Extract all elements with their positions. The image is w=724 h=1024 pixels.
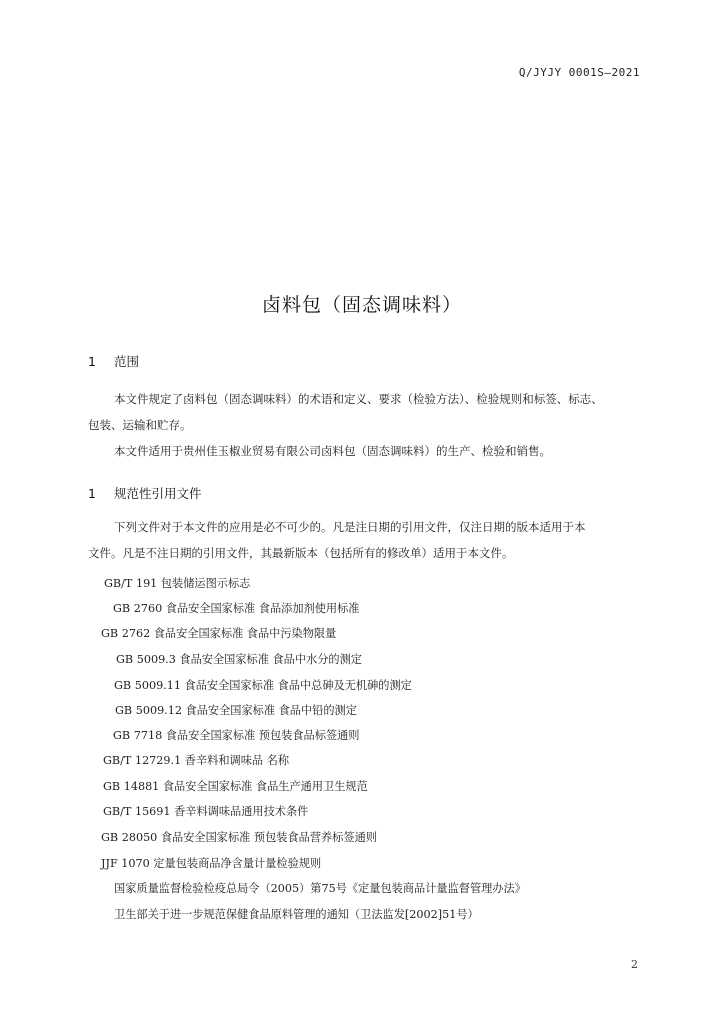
- reference-item: GB 28050 食品安全国家标准 预包装食品营养标签通则: [101, 831, 377, 844]
- section-number: 1: [88, 354, 96, 369]
- section-number: 1: [88, 486, 96, 501]
- page-number: 2: [631, 958, 638, 971]
- scope-paragraph-1: [88, 386, 648, 438]
- scope-paragraph-2: [88, 438, 648, 464]
- reference-item: GB/T 12729.1 香辛料和调味品 名称: [103, 754, 290, 767]
- section-heading-scope: [88, 352, 139, 370]
- reference-item: GB/T 191 包装储运图示标志: [104, 577, 251, 590]
- reference-item: GB 2762 食品安全国家标准 食品中污染物限量: [101, 627, 337, 640]
- reference-item: GB 2760 食品安全国家标准 食品添加剂使用标准: [113, 602, 360, 615]
- section-heading-references: [88, 484, 202, 502]
- section-title: 规范性引用文件: [114, 486, 202, 501]
- reference-item: GB 5009.3 食品安全国家标准 食品中水分的测定: [116, 653, 362, 666]
- reference-item: GB 14881 食品安全国家标准 食品生产通用卫生规范: [103, 780, 368, 793]
- reference-item: 国家质量监督检验检疫总局令（2005）第75号《定量包装商品计量监督管理办法》: [114, 882, 526, 895]
- references-intro: [88, 514, 648, 566]
- scope-paragraph-1-line-1: 本文件规定了卤料包（固态调味料）的术语和定义、要求（检验方法）、检验规则和标签、标志、: [114, 392, 603, 406]
- reference-item: 卫生部关于进一步规范保健食品原料管理的通知（卫法监发[2002]51号）: [114, 908, 479, 921]
- standard-code: Q/JYJY 0001S—2021: [518, 66, 640, 79]
- document-title: 卤料包（固态调味料）: [261, 294, 462, 316]
- reference-item: GB 5009.12 食品安全国家标准 食品中铅的测定: [115, 704, 357, 717]
- reference-item: JJF 1070 定量包装商品净含量计量检验规则: [101, 857, 322, 870]
- scope-paragraph-2-text: 本文件适用于贵州佳玉椒业贸易有限公司卤料包（固态调味料）的生产、检验和销售。: [114, 444, 551, 458]
- references-intro-line-2: 文件。凡是不注日期的引用文件，其最新版本（包括所有的修改单）适用于本文件。: [88, 546, 514, 560]
- scope-paragraph-1-line-2: 包装、运输和贮存。: [88, 418, 192, 432]
- references-intro-line-1: 下列文件对于本文件的应用是必不可少的。凡是注日期的引用文件，仅注日期的版本适用于本: [114, 520, 586, 534]
- reference-item: GB 7718 食品安全国家标准 预包装食品标签通则: [113, 729, 360, 742]
- section-title: 范围: [114, 354, 140, 369]
- reference-item: GB/T 15691 香辛料调味品通用技术条件: [103, 805, 309, 818]
- reference-item: GB 5009.11 食品安全国家标准 食品中总砷及无机砷的测定: [114, 679, 412, 692]
